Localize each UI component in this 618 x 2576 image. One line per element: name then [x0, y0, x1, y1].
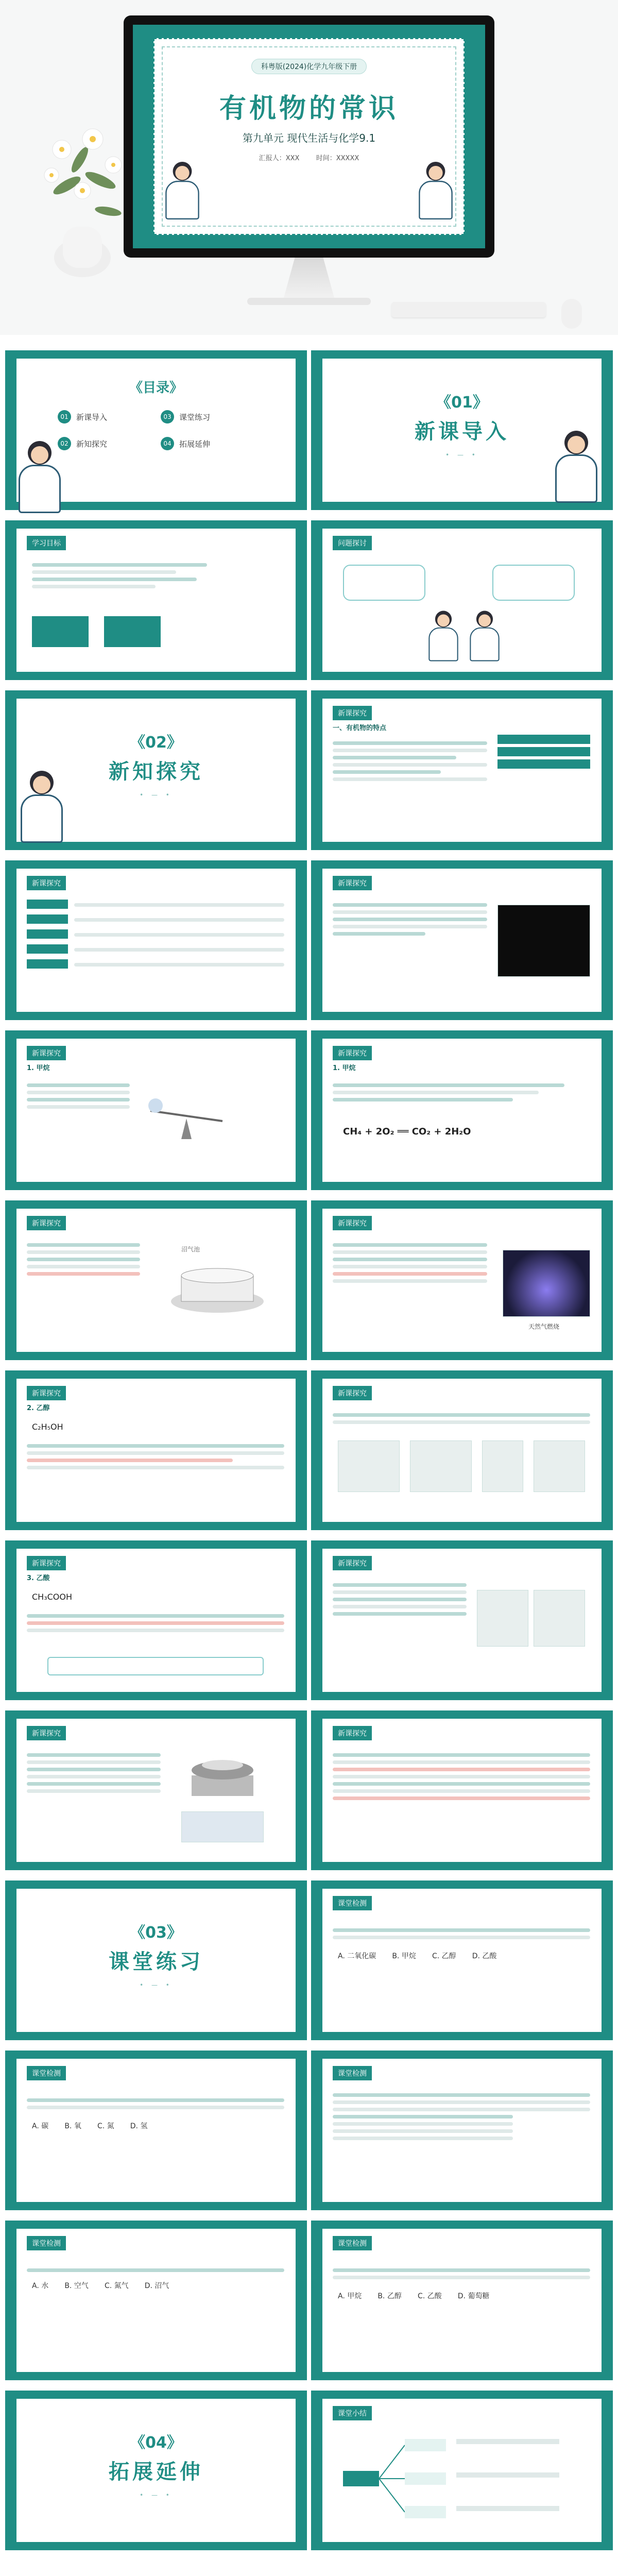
section-number: 《04》: [130, 2434, 182, 2452]
slide-tag: 课堂检测: [27, 2236, 66, 2250]
slide-tag: 新课探究: [333, 1386, 372, 1400]
cover-card: [153, 38, 465, 235]
section-number: 《01》: [436, 394, 488, 412]
slide-ethanol-uses[interactable]: [311, 1370, 613, 1530]
slide-tag: 课堂小结: [333, 2406, 372, 2420]
slide-section-02[interactable]: 《02》 新知探究 • — •: [5, 690, 307, 850]
slide-fuel[interactable]: [5, 1710, 307, 1870]
slide-section-01[interactable]: 《01》 新课导入 • — •: [311, 350, 613, 510]
slide-summary[interactable]: [311, 2391, 613, 2550]
scientist-figure: [413, 158, 458, 219]
mind-map-icon: [343, 2430, 580, 2528]
toc-item[interactable]: 03 课堂练习: [161, 410, 264, 423]
slide-acetic-uses[interactable]: [311, 1540, 613, 1700]
cover-slide-small: [133, 25, 485, 248]
mouse: [561, 299, 582, 329]
monitor-base: [247, 298, 371, 305]
slide-tag: 新课探究: [27, 876, 66, 890]
scientist-figure: [160, 158, 205, 219]
slide-tag: 课堂检测: [333, 2066, 372, 2080]
slide-tag: 新课探究: [333, 1726, 372, 1740]
section-number: 《03》: [130, 1924, 182, 1942]
scientist-figure: [465, 607, 505, 662]
scientist-figure: [424, 607, 464, 662]
slide-tag: 新课探究: [333, 876, 372, 890]
slide-question[interactable]: [311, 520, 613, 680]
reporter-label: 汇报人：XXX: [259, 155, 300, 162]
slide-ethanol[interactable]: 新课探究 2. 乙醇 C₂H₅OH: [5, 1370, 307, 1530]
slide-tag: 课堂检测: [27, 2066, 66, 2080]
slide-tag: 新课探究: [333, 1556, 372, 1570]
slide-tag: 新课探究: [27, 1726, 66, 1740]
dark-photo: [497, 905, 590, 977]
time-label: 时间：XXXXX: [316, 155, 359, 162]
methane-equation: CH₄ + 2O₂ ══ CO₂ + 2H₂O: [343, 1126, 471, 1137]
section-number: 《02》: [130, 734, 182, 752]
section-name: 新课导入: [415, 420, 509, 444]
stove-icon: [176, 1744, 269, 1806]
flame-photo: [503, 1250, 590, 1317]
slide-goals[interactable]: [5, 520, 307, 680]
monitor-stand: [281, 258, 337, 299]
slide-practice-2[interactable]: 课堂检测 A. 碳 B. 氧 C. 氮 D. 氢: [5, 2050, 307, 2210]
slide-tag: 新课探究: [333, 706, 372, 720]
slide-organic-features[interactable]: 新课探究 一、有机物的特点: [311, 690, 613, 850]
flower-vase-icon: [31, 108, 134, 278]
slide-methane-properties[interactable]: 新课探究 1. 甲烷: [5, 1030, 307, 1190]
slide-tag: 新课探究: [333, 1046, 372, 1060]
toc-item[interactable]: 01 新课导入: [58, 410, 161, 423]
slide-methane-combustion[interactable]: 新课探究 1. 甲烷 CH₄ + 2O₂ ══ CO₂ + 2H₂O: [311, 1030, 613, 1190]
slide-acetic[interactable]: 新课探究 3. 乙酸 CH₃COOH: [5, 1540, 307, 1700]
cover-hero: [0, 0, 618, 335]
section-name: 课堂练习: [109, 1950, 203, 1974]
section-name: 拓展延伸: [109, 2460, 203, 2484]
slide-tag: 课堂检测: [333, 1896, 372, 1910]
keyboard: [391, 302, 546, 317]
slide-tag: 新课探究: [333, 1216, 372, 1230]
scientist-figure: [548, 426, 605, 503]
slide-ch4-intro[interactable]: [311, 860, 613, 1020]
edition-label: 科粤版(2024)化学九年级下册: [251, 59, 367, 74]
balance-icon: [140, 1095, 233, 1142]
toc-item[interactable]: 04 拓展延伸: [161, 437, 264, 450]
slide-notes[interactable]: [311, 1710, 613, 1870]
slide-practice-5[interactable]: 课堂检测 A. 甲烷 B. 乙醇 C. 乙酸 D. 葡萄糖: [311, 2221, 613, 2380]
slide-tag: 新课探究: [27, 1046, 66, 1060]
unit-label: 第九单元 现代生活与化学9.1: [242, 132, 376, 144]
slide-natural-gas[interactable]: 新课探究 天然气燃烧: [311, 1200, 613, 1360]
toc-title: 《目录》: [129, 380, 183, 396]
biogas-pot-icon: [161, 1255, 274, 1317]
scientist-figure: [13, 766, 70, 843]
slide-toc[interactable]: [5, 350, 307, 510]
section-name: 新知探究: [109, 760, 203, 784]
slide-tag: 新课探究: [27, 1216, 66, 1230]
slide-practice-4[interactable]: 课堂检测 A. 水 B. 空气 C. 氮气 D. 沼气: [5, 2221, 307, 2380]
slide-tag: 学习目标: [27, 536, 66, 550]
slide-tag: 课堂检测: [333, 2236, 372, 2250]
slide-section-03[interactable]: 《03》 课堂练习 • — •: [5, 1880, 307, 2040]
toc-item[interactable]: 02 新知探究: [58, 437, 161, 450]
slide-tag: 问题探讨: [333, 536, 372, 550]
scientist-figure: [11, 436, 68, 513]
slide-section-04[interactable]: 《04》 拓展延伸 • — •: [5, 2391, 307, 2550]
slide-practice-3[interactable]: [311, 2050, 613, 2210]
monitor-frame: [124, 15, 494, 258]
slide-tag: 新课探究: [27, 1556, 66, 1570]
slide-tag: 新课探究: [27, 1386, 66, 1400]
slide-biogas[interactable]: 新课探究 沼气池: [5, 1200, 307, 1360]
slide-practice-1[interactable]: 课堂检测 A. 二氧化碳 B. 甲烷 C. 乙醇 D. 乙酸: [311, 1880, 613, 2040]
slide-organic-list[interactable]: [5, 860, 307, 1020]
cover-title: 有机物的常识: [219, 93, 399, 124]
